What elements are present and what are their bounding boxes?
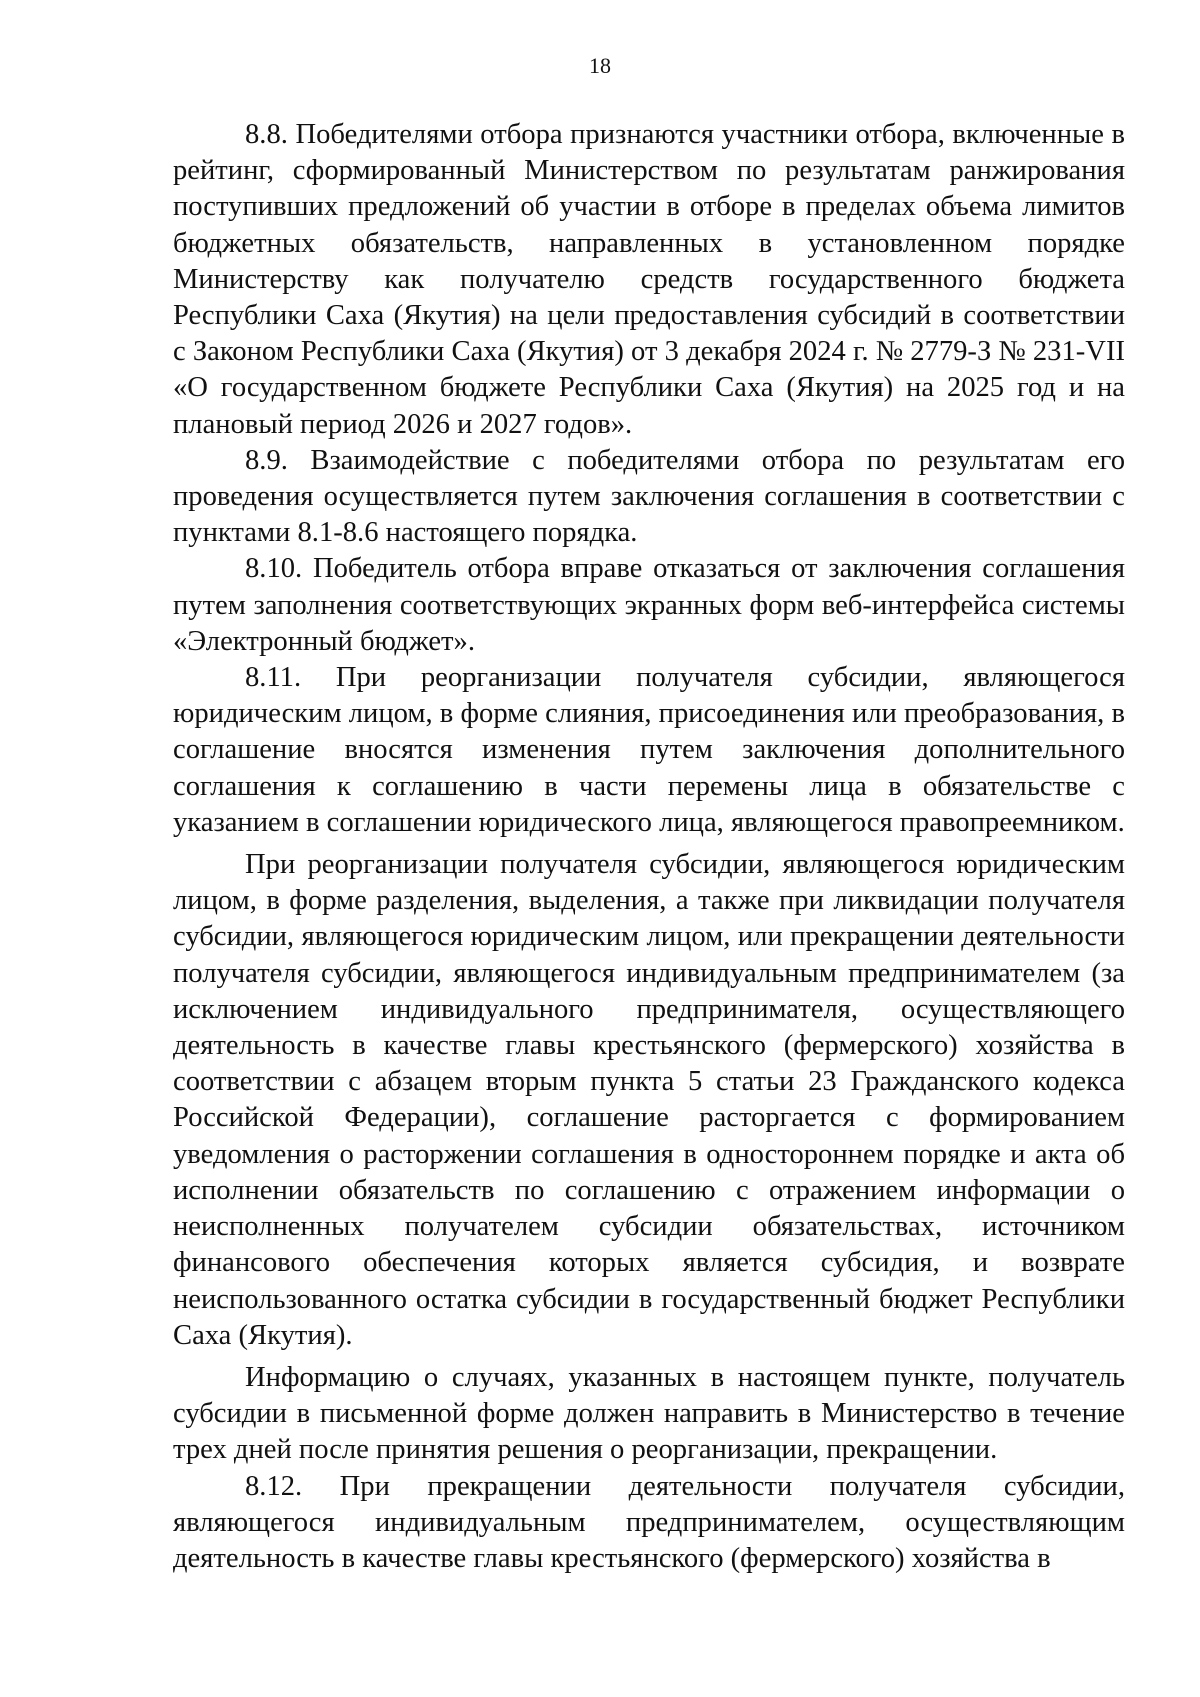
- paragraph-8-9: 8.9. Взаимодействие с победителями отбора по результатам его проведения осуществляется путем заключения соглашения в соответствии с пунктами 8.1-8.6 настоящего порядка.: [173, 444, 1125, 549]
- paragraph-notification: Информацию о случаях, указанных в настоящем пункте, получатель субсидии в письменной форме должен направить в Министерство в течение трех дней после принятия решения о реорганизации, прекращении.: [173, 1361, 1125, 1466]
- paragraph-reorganization-termination: При реорганизации получателя субсидии, являющегося юридическим лицом, в форме разделения, выделения, а также при ликвидации получателя субсидии, являющегося юридическим лицом, или прекращении деятельности получателя субсидии, являющегося индивидуальным предпринимателем (за исключением индивидуального предпринимателя, осуществляющего деятельность в качестве главы крестьянского (фермерского) хозяйства в соответствии с абзацем вторым пункта 5 статьи 23 Гражданского кодекса Российской Федерации), соглашение расторгается с формированием уведомления о расторжении соглашения в одностороннем порядке и акта об исполнении обязательств по соглашению с отражением информации о неисполненных получателем субсидии обязательствах, источником финансового обеспечения которых является субсидия, и возврате неиспользованного остатка субсидии в государственный бюджет Республики Саха (Якутия).: [173, 849, 1125, 1351]
- paragraph-8-8: 8.8. Победителями отбора признаются участники отбора, включенные в рейтинг, сформированный Министерством по результатам ранжирования поступивших предложений об участии в отборе в пределах объема лимитов бюджетных обязательств, направленных в установленном порядке Министерству как получателю средств государственного бюджета Республики Саха (Якутия) на цели предоставления субсидий в соответствии с Законом Республики Саха (Якутия) от 3 декабря 2024 г. № 2779-З № 231-VII «О государственном бюджете Республики Саха (Якутия) на 2025 год и на плановый период 2026 и 2027 годов».: [173, 119, 1125, 440]
- page-number: 18: [589, 53, 611, 78]
- paragraph-8-10: 8.10. Победитель отбора вправе отказаться от заключения соглашения путем заполнения соответствующих экранных форм веб-интерфейса системы «Электронный бюджет».: [173, 553, 1125, 657]
- paragraph-8-12: 8.12. При прекращении деятельности получателя субсидии, являющегося индивидуальным предпринимателем, осуществляющим деятельность в качестве главы крестьянского (фермерского) хозяйства в: [173, 1470, 1125, 1574]
- paragraph-8-11: 8.11. При реорганизации получателя субсидии, являющегося юридическим лицом, в форме слияния, присоединения или преобразования, в соглашение вносятся изменения путем заключения дополнительного соглашения к соглашению в части перемены лица в обязательстве с указанием в соглашении юридического лица, являющегося правопреемником.: [173, 662, 1125, 838]
- document-body: [173, 117, 1125, 1577]
